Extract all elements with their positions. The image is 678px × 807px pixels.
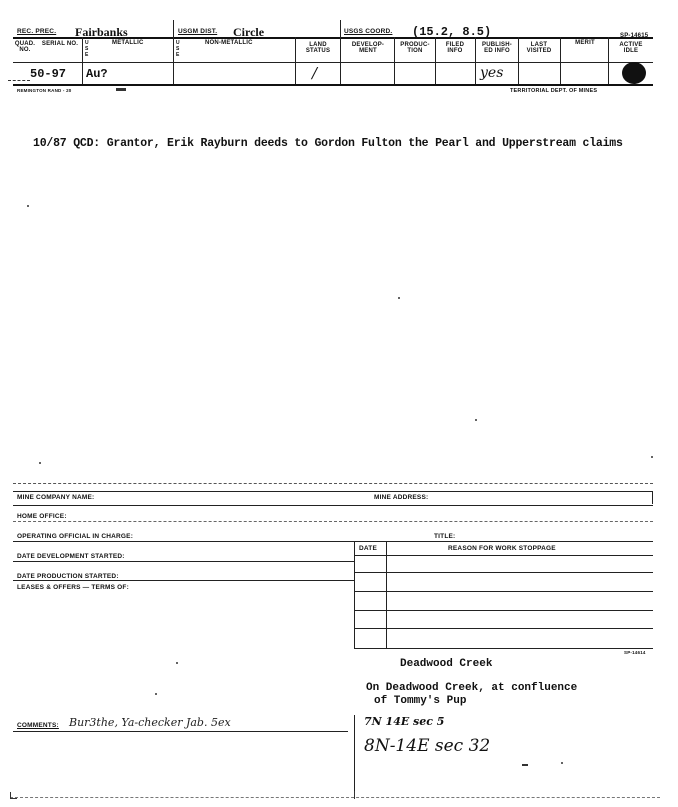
printer-mark: [116, 88, 126, 91]
record-quad-serial: 50-97: [30, 67, 67, 81]
usgm-dist-value: Circle: [233, 25, 265, 39]
speck: [398, 297, 400, 299]
col-merit: MERIT: [575, 40, 595, 46]
location-hand-line2: 8N-14E sec 32: [364, 736, 491, 756]
record-published-info: yes: [480, 65, 504, 81]
comments-label: COMMENTS:: [17, 722, 59, 729]
col-last-visited: LAST VISITED: [526, 42, 552, 54]
rule-operating: [13, 541, 653, 542]
header-bottom-rule: [13, 84, 653, 86]
col-quad-no: QUAD. NO.: [14, 41, 36, 53]
rule-production: [13, 580, 354, 581]
usgs-coord-value: (15.2, 8.5): [412, 25, 492, 39]
rule-hook: [620, 491, 653, 504]
col-development: DEVELOP-MENT: [351, 42, 385, 54]
col-divider: [608, 37, 609, 84]
col-divider: [295, 37, 296, 84]
bottom-dashed-edge: [10, 797, 660, 798]
table-left-border: [354, 541, 355, 649]
speck: [475, 419, 477, 421]
bottom-left-corner: [10, 792, 17, 799]
form-code-bottom: SP-14614: [624, 650, 646, 655]
printer-note: REMINGTON RAND - 20: [17, 88, 72, 93]
active-idle-mark: [622, 62, 646, 84]
dashed-rule-2: [13, 521, 653, 522]
speck: [651, 456, 653, 458]
col-land-status: LAND STATUS: [305, 42, 331, 54]
comments-value: Bur3the, Ya-checker Jab. 5ex: [69, 716, 231, 729]
col-serial-no: SERIAL NO.: [41, 41, 79, 47]
header-mid-rule: [13, 62, 653, 63]
operating-official-label: OPERATING OFFICIAL IN CHARGE:: [17, 533, 134, 540]
date-col-header: DATE: [359, 545, 378, 552]
deed-note: 10/87 QCD: Grantor, Erik Rayburn deeds to Gordon Fulton the Pearl and Upperstream claims: [33, 137, 623, 150]
col-filed-info: FILED INFO: [445, 42, 465, 54]
form-code-top: SP-14615: [620, 33, 649, 39]
col-divider: [560, 37, 561, 84]
col-divider: [394, 37, 395, 84]
header-top-rule: [13, 37, 653, 39]
location-desc-line2: of Tommy's Pup: [374, 695, 467, 707]
col-active-idle: ACTIVE IDLE: [619, 42, 643, 54]
leader-dash-left: [8, 80, 30, 81]
rule-home-office: [13, 505, 653, 506]
speck: [27, 205, 29, 207]
usgm-dist-label: USGM DIST.: [178, 28, 218, 35]
mine-address-label: MINE ADDRESS:: [374, 494, 429, 501]
col-use: U S E: [85, 40, 89, 58]
col-use-2: U S E: [176, 40, 180, 58]
location-margin-line: [354, 715, 355, 797]
date-production-label: DATE PRODUCTION STARTED:: [17, 573, 119, 580]
table-row-rule: [354, 572, 653, 573]
col-divider: [340, 20, 341, 84]
dash-mark: [522, 764, 528, 766]
col-divider: [82, 37, 83, 84]
table-bottom-rule: [354, 648, 653, 649]
col-divider: [435, 37, 436, 84]
bottom-tick: [354, 791, 355, 799]
rule-mine-company: [13, 491, 653, 492]
location-name: Deadwood Creek: [400, 658, 493, 670]
reason-col-header: REASON FOR WORK STOPPAGE: [448, 545, 556, 552]
date-development-label: DATE DEVELOPMENT STARTED:: [17, 553, 125, 560]
mine-company-name-label: MINE COMPANY NAME:: [17, 494, 95, 501]
speck: [39, 462, 41, 464]
department-label: TERRITORIAL DEPT. OF MINES: [510, 88, 598, 94]
table-row-rule: [354, 610, 653, 611]
title-label: TITLE:: [434, 533, 456, 540]
col-metallic: METALLIC: [112, 40, 144, 46]
col-divider: [518, 37, 519, 84]
col-divider: [475, 37, 476, 84]
location-hand-line1: 7N 14E sec 5: [364, 715, 445, 728]
rule-comments: [13, 731, 348, 732]
speck: [155, 693, 157, 695]
leases-offers-label: LEASES & OFFERS — TERMS OF:: [17, 584, 129, 591]
usgs-coord-label: USGS COORD.: [344, 28, 393, 35]
table-row-rule: [354, 628, 653, 629]
speck: [561, 762, 563, 764]
location-desc-line1: On Deadwood Creek, at confluence: [366, 682, 578, 694]
col-published-info: PUBLISH-ED INFO: [482, 42, 512, 54]
rule-development: [13, 561, 354, 562]
table-row-rule: [354, 591, 653, 592]
col-production: PRODUC-TION: [400, 42, 430, 54]
table-date-divider: [386, 541, 387, 649]
rec-prec-value: Fairbanks: [75, 25, 128, 39]
record-land-status: /: [312, 64, 318, 82]
rec-prec-label: REC. PREC.: [17, 28, 57, 35]
col-divider: [173, 20, 174, 84]
col-nonmetallic: NON-METALLIC: [205, 40, 253, 46]
table-header-rule: [354, 555, 653, 556]
home-office-label: HOME OFFICE:: [17, 513, 67, 520]
dashed-rule-1: [13, 483, 653, 484]
record-metallic: Au?: [86, 67, 108, 81]
speck: [176, 662, 178, 664]
